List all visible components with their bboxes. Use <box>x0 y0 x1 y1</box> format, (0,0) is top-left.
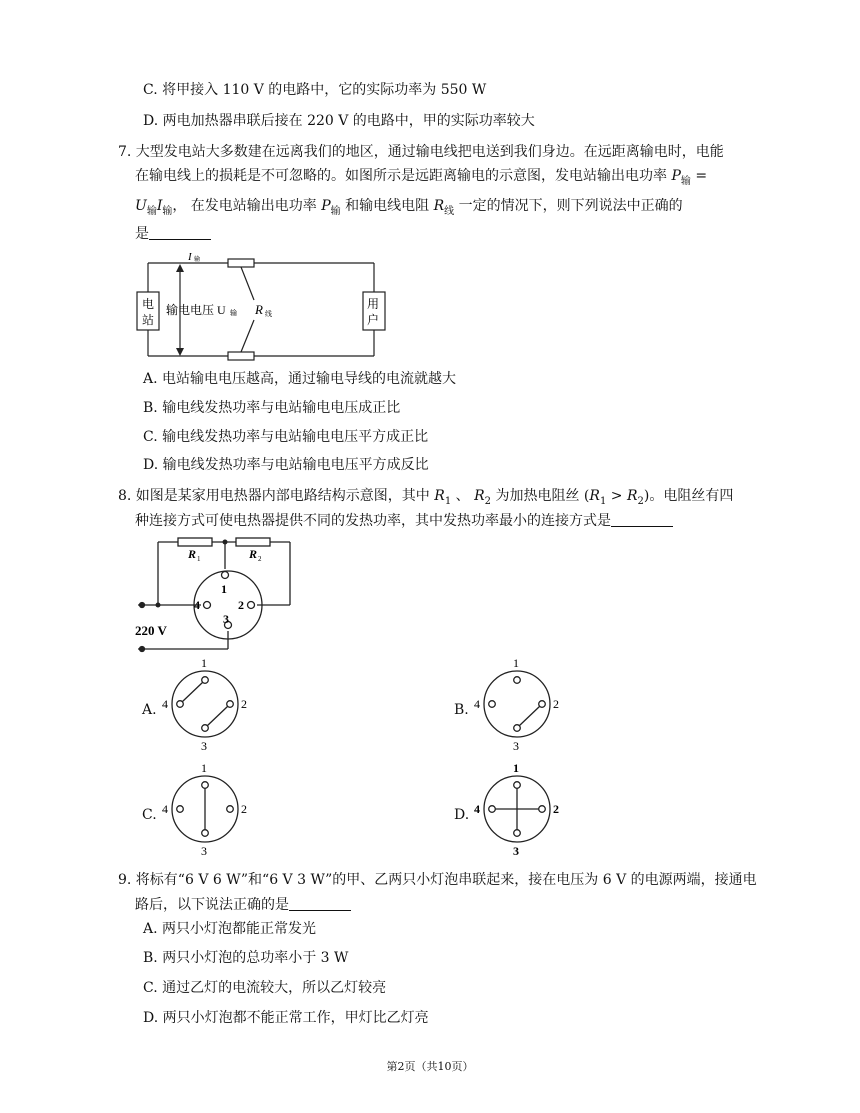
terminal-3-label: 3 <box>201 844 207 858</box>
q8-option-b-diagram <box>472 654 562 754</box>
q8-option-a-diagram <box>160 654 250 754</box>
q8-option-d-diagram <box>472 759 562 859</box>
q8-heater-circuit-diagram <box>130 533 300 658</box>
terminal-4-label: 4 <box>162 697 168 711</box>
q8-stem-line1: 8. 如图是某家用电热器内部电路结构示意图，其中 $R_1$ 、 $R_2$ 为加热电阻丝 $(R_1 > R_2)$。电阻丝有四 <box>118 488 734 507</box>
terminal-2-label: 2 <box>241 697 247 711</box>
r1-label-sub: 1 <box>197 555 201 563</box>
current-label: I <box>188 251 192 263</box>
terminal-2-label: 2 <box>238 598 244 612</box>
station-char-1: 电 <box>142 297 155 311</box>
page-footer: 第2页（共10页） <box>386 1060 474 1073</box>
q7-option-a: A. 电站输电电压越高，通过输电导线的电流就越大 <box>143 371 457 387</box>
r1-label: R <box>188 547 197 561</box>
user-char-1: 用 <box>367 297 380 311</box>
q8-stem-line2: 种连接方式可使电热器提供不同的发热功率，其中发热功率最小的连接方式是 <box>135 511 673 531</box>
q7-stem-line4: 是 <box>135 224 211 244</box>
junction-dot <box>223 540 228 545</box>
q6-option-d: D. 两电加热器串联后接在 220 V 的电路中，甲的实际功率较大 <box>143 113 535 129</box>
terminal-1-label: 1 <box>201 656 207 670</box>
q7-stem-line1: 7. 大型发电站大多数建在远离我们的地区，通过输电线把电送到我们身边。在远距离输电时，电能 <box>118 144 724 160</box>
terminal-2-label: 2 <box>241 802 247 816</box>
q7-option-b: B. 输电线发热功率与电站输电电压成正比 <box>143 400 401 416</box>
q9-option-d: D. 两只小灯泡都不能正常工作，甲灯比乙灯亮 <box>143 1010 429 1026</box>
junction-dot <box>156 603 161 608</box>
terminal-3-label: 3 <box>513 844 519 858</box>
terminal-1-label: 1 <box>221 582 227 596</box>
q6-option-c: C. 将甲接入 110 V 的电路中，它的实际功率为 550 W <box>143 82 487 98</box>
q8-option-d-letter: D. <box>454 807 470 823</box>
current-label-sub: 输 <box>194 257 201 263</box>
terminal-1-label: 1 <box>513 656 519 670</box>
r2-label-sub: 2 <box>258 555 262 563</box>
voltage-label: 输电电压 U <box>166 303 226 317</box>
user-char-2: 户 <box>367 313 380 327</box>
terminal-4-label: 4 <box>162 802 168 816</box>
q9-stem-line1: 9. 将标有“6 V 6 W”和“6 V 3 W”的甲、乙两只小灯泡串联起来，接在电压为 6 V 的电源两端，接通电 <box>118 872 757 888</box>
terminal-2-label: 2 <box>553 802 559 816</box>
q9-option-b: B. 两只小灯泡的总功率小于 3 W <box>143 950 349 966</box>
terminal-4-label: 4 <box>474 697 480 711</box>
q9-option-c: C. 通过乙灯的电流较大，所以乙灯较亮 <box>143 980 387 996</box>
terminal-3-label: 3 <box>201 739 207 753</box>
q7-transmission-diagram <box>130 248 390 363</box>
terminal-1-label: 1 <box>513 761 519 775</box>
answer-blank <box>149 225 211 240</box>
answer-blank <box>611 512 673 527</box>
resistor-label-sub: 线 <box>265 310 272 318</box>
terminal-2-label: 2 <box>553 697 559 711</box>
q8-option-c-diagram <box>160 759 250 859</box>
station-char-2: 站 <box>142 313 155 327</box>
q9-stem-line2: 路后，以下说法正确的是 <box>135 895 351 915</box>
terminal-4-label: 4 <box>474 802 480 816</box>
voltage-label: 220 V <box>135 623 167 638</box>
q7-stem-line3: $U_输I_输$， 在发电站输出电功率 $P_输$ 和输电线电阻 $R_线$ 一定的情况下，则下列说法中正确的 <box>135 198 683 217</box>
q7-stem-line2: 在输电线上的损耗是不可忽略的。如图所示是远距离输电的示意图，发电站输出电功率 $P_输$ = <box>135 168 708 187</box>
q8-option-a-letter: A. <box>142 702 157 718</box>
answer-blank <box>289 896 351 911</box>
arrow-down-icon <box>176 348 184 356</box>
q7-option-c: C. 输电线发热功率与电站输电电压平方成正比 <box>143 429 429 445</box>
r2-label: R <box>249 547 258 561</box>
q8-option-b-letter: B. <box>454 702 469 718</box>
terminal-3-label: 3 <box>223 612 229 626</box>
arrow-up-icon <box>176 264 184 272</box>
terminal-1-label: 1 <box>201 761 207 775</box>
terminal-3-label: 3 <box>513 739 519 753</box>
terminal-4-label: 4 <box>194 598 200 612</box>
q7-option-d: D. 输电线发热功率与电站输电电压平方成反比 <box>143 457 429 473</box>
resistor-label: R <box>255 302 263 317</box>
voltage-label-sub: 输 <box>230 309 237 317</box>
q8-option-c-letter: C. <box>142 807 157 823</box>
q9-option-a: A. 两只小灯泡都能正常发光 <box>143 921 317 937</box>
